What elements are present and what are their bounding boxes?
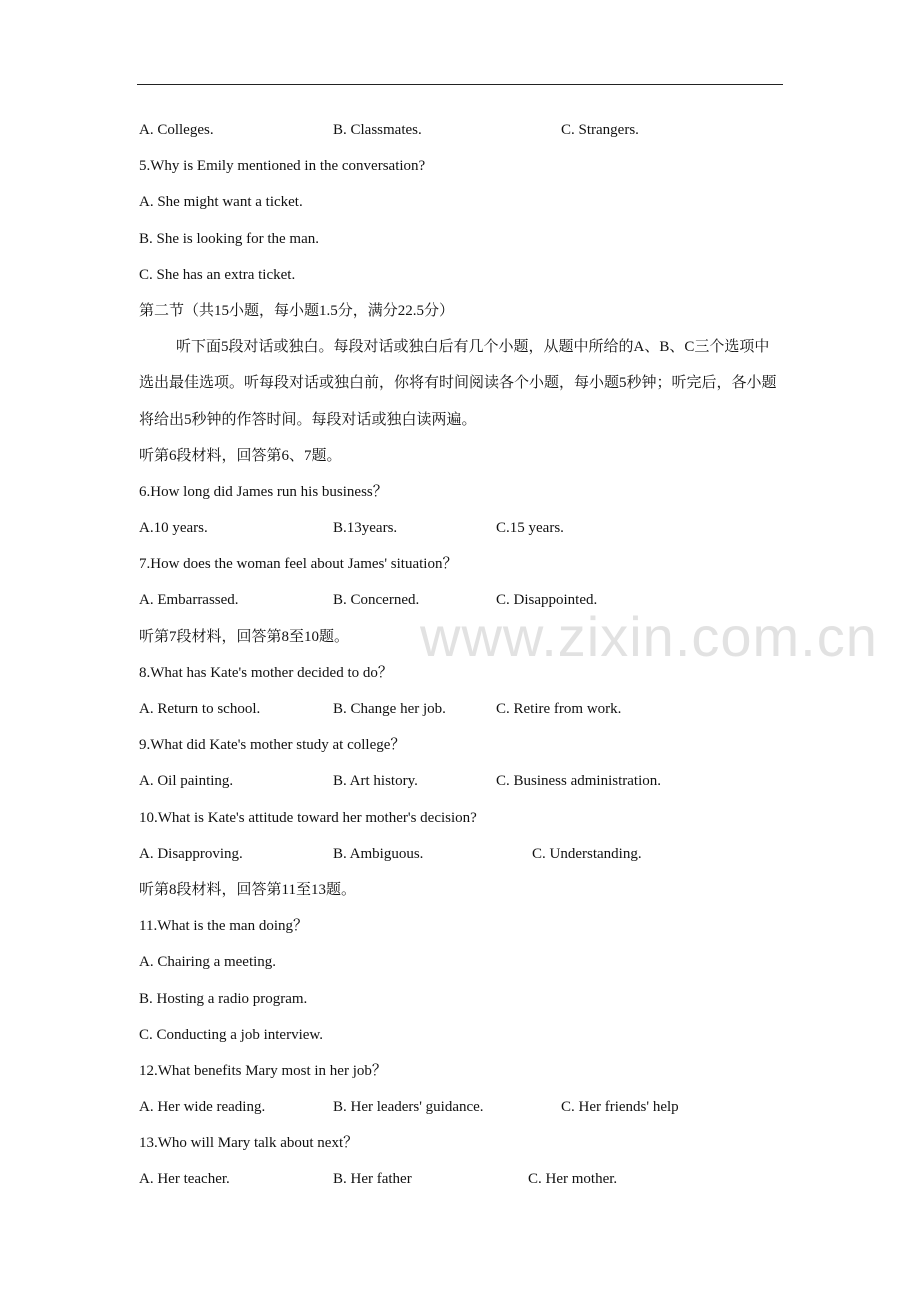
q4-option-b: B. Classmates. [333, 122, 422, 138]
q12-options [139, 1095, 783, 1131]
header-rule [137, 84, 783, 85]
q13-option-c: C. Her mother. [528, 1171, 618, 1188]
q6-question: 6.How long did James run his business？ [139, 483, 388, 500]
q8-option-a: A. Return to school. [139, 701, 261, 718]
q13-options [139, 1167, 783, 1203]
q13-option-b: B. Her father [333, 1171, 412, 1188]
q9-option-c: C. Business administration. [496, 773, 661, 790]
q8-option-b: B. Change her job. [333, 701, 446, 718]
q5-option-b: B. She is looking for the man. [139, 230, 319, 247]
q9-option-a: A. Oil painting. [139, 773, 234, 790]
q6-options [139, 516, 783, 552]
q8-options [139, 697, 783, 733]
q11-question: 11.What is the man doing？ [139, 918, 308, 935]
q9-option-b: B. Art history. [333, 773, 418, 790]
q7-option-b: B. Concerned. [333, 592, 420, 609]
q8-option-c: C. Retire from work. [496, 701, 622, 718]
q9-options [139, 769, 783, 805]
q5-option-c: C. She has an extra ticket. [139, 266, 296, 283]
section2-title: 第二节（共15小题，每小题1.5分，满分22.5分） [139, 302, 455, 319]
q11-option-a: A. Chairing a meeting. [139, 954, 277, 971]
q9-question: 9.What did Kate's mother study at college？ [139, 737, 406, 754]
q6-option-a: A.10 years. [139, 520, 208, 537]
q7-option-c: C. Disappointed. [496, 592, 598, 609]
q7-option-a: A. Embarrassed. [139, 592, 239, 609]
q4-options [139, 118, 783, 154]
q6-option-c: C.15 years. [496, 520, 564, 537]
q12-option-a: A. Her wide reading. [139, 1099, 266, 1116]
q12-option-c: C. Her friends' help [561, 1099, 679, 1116]
q10-option-a: A. Disapproving. [139, 845, 243, 862]
q10-option-b: B. Ambiguous. [333, 845, 424, 862]
q11-option-b: B. Hosting a radio program. [139, 990, 308, 1007]
material7-heading: 听第7段材料，回答第8至10题。 [139, 628, 350, 645]
q8-question: 8.What has Kate's mother decided to do？ [139, 664, 393, 681]
q4-option-a: A. Colleges. [139, 122, 214, 138]
q5-question: 5.Why is Emily mentioned in the conversation? [139, 158, 426, 175]
material6-heading: 听第6段材料，回答第6、7题。 [139, 447, 342, 464]
section2-instructions: 听下面5段对话或独白。每段对话或独白后有几个小题，从题中所给的A、B、C三个选项中选出最佳选项。听每段对话或独白前，你将有时间阅读各个小题，每小题5秒钟；听完后，各小题将给出5秒钟的作答时间。每段对话或独白读两遍。 [139, 339, 777, 428]
q10-option-c: C. Understanding. [532, 845, 642, 862]
q7-question: 7.How does the woman feel about James' situation？ [139, 556, 458, 573]
q6-option-b: B.13years. [333, 520, 398, 537]
watermark: www.zixin.com.cn [420, 605, 878, 668]
q12-option-b: B. Her leaders' guidance. [333, 1099, 484, 1116]
q10-question: 10.What is Kate's attitude toward her mother's decision? [139, 809, 477, 826]
material8-heading: 听第8段材料，回答第11至13题。 [139, 881, 356, 898]
q10-options [139, 842, 783, 878]
q4-option-c: C. Strangers. [561, 122, 639, 138]
q12-question: 12.What benefits Mary most in her job？ [139, 1062, 387, 1079]
q11-option-c: C. Conducting a job interview. [139, 1026, 323, 1043]
q13-question: 13.Who will Mary talk about next？ [139, 1135, 359, 1152]
q5-option-a: A. She might want a ticket. [139, 194, 303, 211]
q13-option-a: A. Her teacher. [139, 1171, 230, 1188]
